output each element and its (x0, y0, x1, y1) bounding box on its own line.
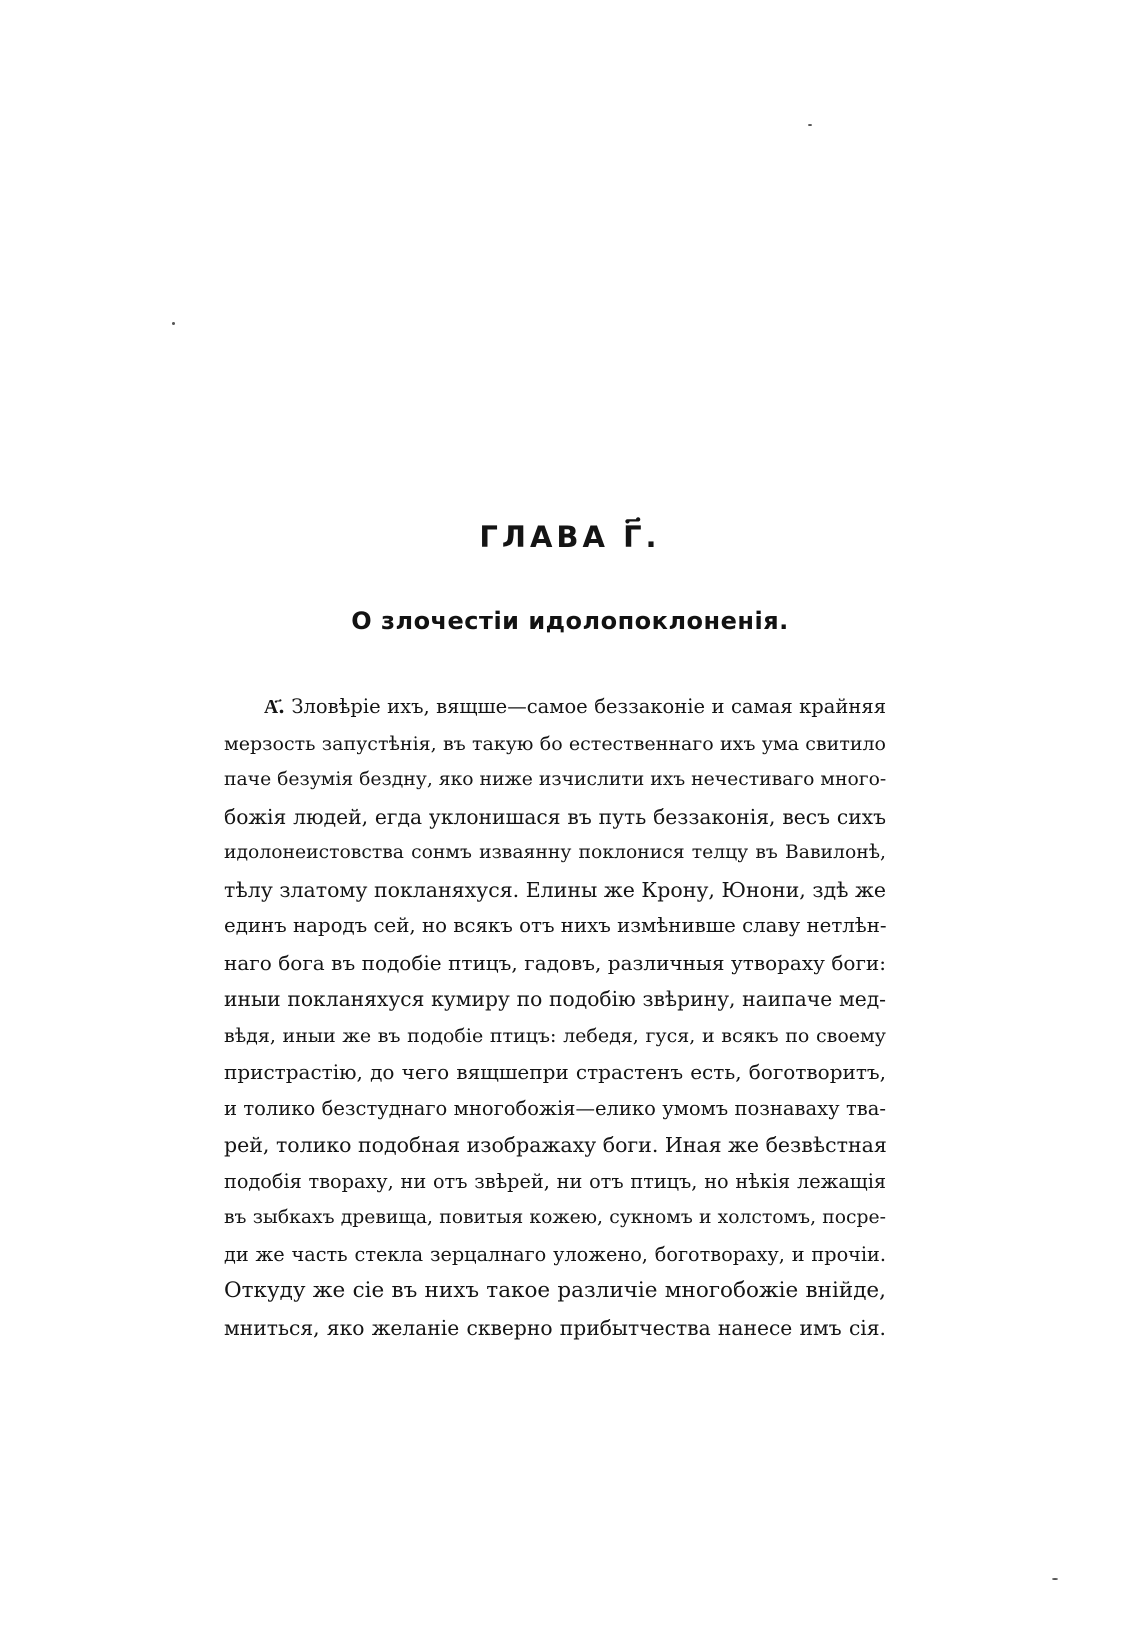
chapter-heading: ГЛАВА Г҃. (479, 520, 661, 554)
page-speck (1052, 1578, 1058, 1580)
paragraph-number: А҃. (264, 695, 285, 718)
section-title: О злочестіи идолопоклоненія. (351, 607, 789, 635)
page-speck (808, 124, 812, 126)
text-line: наго бога въ подобіе птицъ, гадовъ, различныя утвораху боги: (224, 950, 886, 975)
text-line: вѣдя, иныи же въ подобіе птицъ: лебедя, гуся, и всякъ по своему (224, 1024, 886, 1047)
text-line: Откуду же сіе въ нихъ такое различіе многобожіе внійде, (224, 1278, 886, 1303)
paragraph (224, 689, 886, 1346)
text-line: ди же часть стекла зерцалнаго уложено, боготвораху, и прочіи. (224, 1242, 886, 1266)
text-line: паче безумія бездну, яко ниже изчислити ихъ нечестиваго много- (224, 769, 887, 790)
text-line: пристрастію, до чего вящшепри страстенъ есть, боготворитъ, (224, 1060, 886, 1084)
page-speck (172, 322, 175, 325)
text-line: въ зыбкахъ древища, повитыя кожею, сукномъ и холстомъ, посре- (224, 1207, 886, 1228)
text-line: мниться, яко желаніе скверно прибытчества нанесе имъ сія. (224, 1315, 886, 1340)
text-line: подобія твораху, ни отъ звѣрей, ни отъ птицъ, но нѣкія лежащія (224, 1169, 886, 1193)
text-line-content: Зловѣріе ихъ, вящше—самое беззаконіе и самая крайняя (291, 695, 886, 718)
text-line: иныи покланяхуся кумиру по подобію звѣрину, наипаче мед- (224, 987, 886, 1011)
text-line: и толико безстуднаго многобожія—елико умомъ познаваху тва- (224, 1096, 886, 1120)
text-line: божія людей, егда уклонишася въ путь беззаконія, весъ сихъ (224, 804, 886, 829)
text-line (224, 689, 886, 726)
text-line: тѣлу златому покланяхуся. Елины же Крону, Юнони, здѣ же (224, 877, 886, 902)
text-line: идолонеистовства сонмъ изваянну поклонися телцу въ Вавилонѣ, (224, 842, 886, 863)
text-line: мерзость запустѣнія, въ такую бо естественнаго ихъ ума свитило (224, 732, 886, 755)
text-line: единъ народъ сей, но всякъ отъ нихъ измѣнивше славу нетлѣн- (224, 914, 887, 937)
text-line: рей, толико подобная изображаху боги. Иная же безвѣстная (224, 1133, 887, 1157)
